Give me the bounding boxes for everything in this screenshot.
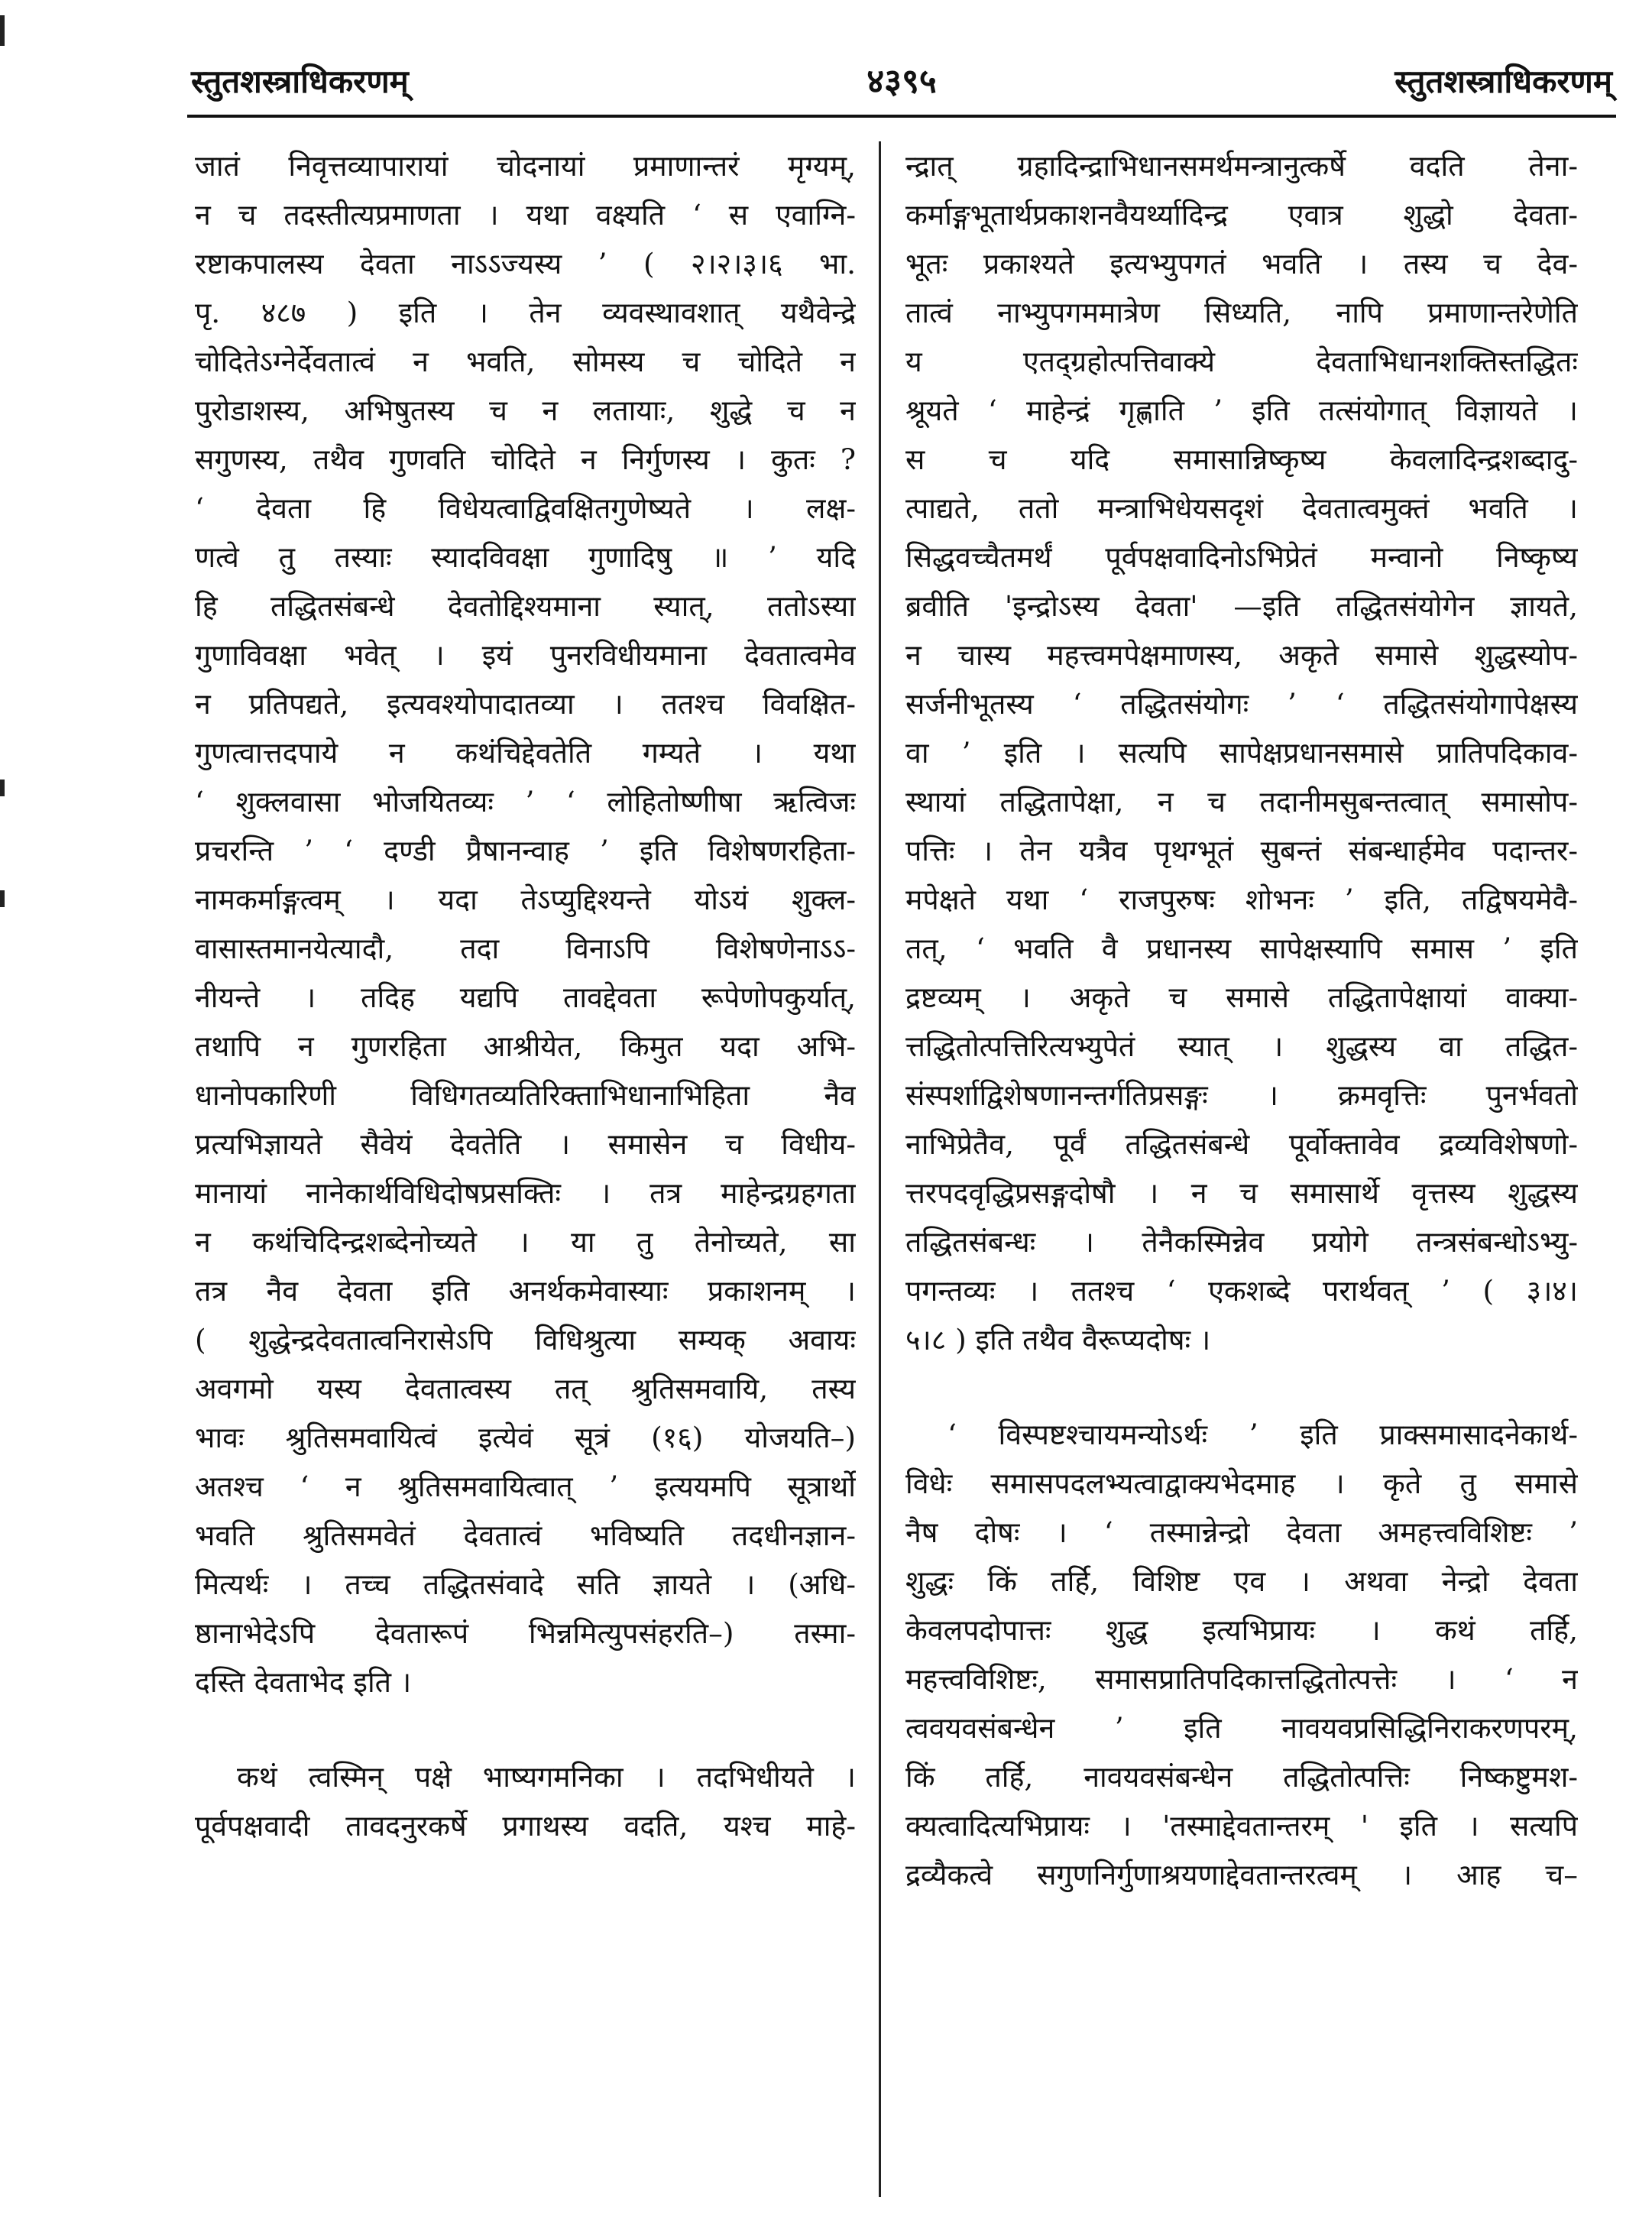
- text-line: किं तर्हि, नावयवसंबन्धेन तद्धितोत्पत्तिः निष्कष्टुमश-: [905, 1760, 1578, 1794]
- text-line: मानायां नानेकार्थविधिदोषप्रसक्तिः । तत्र माहेन्द्रग्रहगता: [195, 1176, 856, 1210]
- text-line: तात्वं नाभ्युपगममात्रेण सिध्यति, नापि प्रमाणान्तरेणेति: [905, 296, 1578, 329]
- text-line: ‘ शुक्लवासा भोजयितव्यः ’ ‘ लोहितोष्णीषा ऋत्विजः: [195, 785, 856, 818]
- text-line: शुद्धः किं तर्हि, विशिष्ट एव । अथवा नेन्द्रो देवता: [905, 1564, 1578, 1598]
- text-line: ष्ठानाभेदेऽपि देवतारूपं भिन्नमित्युपसंहरति–) तस्मा-: [195, 1616, 856, 1650]
- text-line: ‘ देवता हि विधेयत्वाद्विवक्षितगुणेष्यते । लक्ष-: [195, 491, 856, 525]
- text-line: य एतद्ग्रहोत्पत्तिवाक्ये देवताभिधानशक्तिस्तद्धितः: [905, 345, 1578, 378]
- scan-edge-mark: [0, 15, 5, 46]
- header-rule: [187, 115, 1616, 118]
- text-line: ५।८ ) इति तथैव वैरूप्यदोषः ।: [905, 1323, 1211, 1356]
- text-line: भावः श्रुतिसमवायित्वं इत्येवं सूत्रं (१६) योजयति–): [195, 1421, 856, 1454]
- text-line: संस्पर्शाद्विशेषणानन्तर्गतिप्रसङ्गः । क्रमवृत्तिः पुनर्भवतो: [905, 1078, 1578, 1112]
- text-line: न च तदस्तीत्यप्रमाणता । यथा वक्ष्यति ‘ स एवाग्नि-: [195, 198, 856, 232]
- text-line: प्रचरन्ति ’ ‘ दण्डी प्रैषानन्वाह ’ इति विशेषणरहिता-: [195, 834, 856, 867]
- text-line: गुणाविवक्षा भवेत् । इयं पुनरविधीयमाना देवतात्वमेव: [195, 638, 856, 672]
- text-line: न प्रतिपद्यते, इत्यवश्योपादातव्या । ततश्च विवक्षित-: [195, 687, 856, 721]
- text-line: भूतः प्रकाश्यते इत्यभ्युपगतं भवति । तस्य च देव-: [905, 247, 1578, 280]
- text-line: पत्तिः । तेन यत्रैव पृथग्भूतं सुबन्तं संबन्धार्हमेव पदान्तर-: [905, 834, 1578, 867]
- text-line: कथं त्वस्मिन् पक्षे भाष्यगमनिका । तदभिधीयते ।: [237, 1760, 856, 1794]
- page-number: ४३९५: [866, 62, 937, 101]
- text-line: पृ. ४८७ ) इति । तेन व्यवस्थावशात् यथैवेन्द्रे: [195, 296, 856, 329]
- text-line: मपेक्षते यथा ‘ राजपुरुषः शोभनः ’ इति, तद्विषयमेवै-: [905, 883, 1578, 916]
- paragraph-gap: [905, 1364, 1578, 1410]
- text-line: स्थायां तद्धितापेक्षा, न च तदानीमसुबन्तत्वात् समासोप-: [905, 785, 1578, 818]
- text-line: सर्जनीभूतस्य ‘ तद्धितसंयोगः ’ ‘ तद्धितसंयोगापेक्षस्य: [905, 687, 1578, 721]
- text-line: नामकर्माङ्गत्वम् । यदा तेऽप्युद्दिश्यन्ते योऽयं शुक्ल-: [195, 883, 856, 916]
- text-line: ( शुद्धेन्द्रदेवतात्वनिरासेऽपि विधिश्रुत्या सम्यक् अवायः: [195, 1323, 856, 1356]
- text-line: अवगमो यस्य देवतात्वस्य तत् श्रुतिसमवायि, तस्य: [195, 1372, 856, 1405]
- text-line: नैष दोषः । ‘ तस्मान्नेन्द्रो देवता अमहत्त्वविशिष्टः ’: [905, 1515, 1578, 1549]
- text-line: दस्ति देवताभेद इति ।: [195, 1665, 412, 1699]
- text-line: नाभिप्रेतैव, पूर्वं तद्धितसंबन्धे पूर्वोक्तावेव द्रव्यविशेषणो-: [905, 1127, 1578, 1161]
- text-line: तद्धितसंबन्धः । तेनैकस्मिन्नेव प्रयोगे तन्त्रसंबन्धोऽभ्यु-: [905, 1225, 1578, 1259]
- text-line: त्तरपदवृद्धिप्रसङ्गदोषौ । न च समासार्थे वृत्तस्य शुद्धस्य: [905, 1176, 1578, 1210]
- text-line: ‘ विस्पष्टश्चायमन्योऽर्थः ’ इति प्राक्समासादनेकार्थ-: [947, 1418, 1578, 1451]
- left-column: [195, 141, 856, 1850]
- text-line: न्द्रात् ग्रहादिन्द्राभिधानसमर्थमन्त्रानुत्कर्षे वदति तेना-: [905, 149, 1578, 183]
- text-line: केवलपदोपात्तः शुद्ध इत्यभिप्रायः । कथं तर्हि,: [905, 1613, 1578, 1647]
- text-line: प्रत्यभिज्ञायते सैवेयं देवतेति । समासेन च विधीय-: [195, 1127, 856, 1161]
- text-line: तत्र नैव देवता इति अनर्थकमेवास्याः प्रकाशनम् ।: [195, 1274, 856, 1308]
- text-line: णत्वे तु तस्याः स्यादविवक्षा गुणादिषु ॥ ’ यदि: [195, 540, 856, 574]
- right-column: [905, 141, 1578, 1899]
- text-line: त्तद्धितोत्पत्तिरित्यभ्युपेतं स्यात् । शुद्धस्य वा तद्धित-: [905, 1029, 1578, 1063]
- text-line: धानोपकारिणी विधिगतव्यतिरिक्ताभिधानाभिहिता नैव: [195, 1078, 856, 1112]
- text-line: ब्रवीति 'इन्द्रोऽस्य देवता' —इति तद्धितसंयोगेन ज्ञायते,: [905, 589, 1578, 623]
- header-right-title: स्तुतशस्त्राधिकरणम्: [1394, 63, 1612, 100]
- text-line: मित्यर्थः । तच्च तद्धितसंवादे सति ज्ञायते । (अधि-: [195, 1567, 856, 1601]
- header-left-title: स्तुतशस्त्राधिकरणम्: [191, 63, 409, 100]
- text-line: नीयन्ते । तदिह यद्यपि तावद्देवता रूपेणोपकुर्यात्,: [195, 980, 856, 1014]
- text-line: कर्माङ्गभूतार्थप्रकाशनवैयर्थ्यादिन्द्र एवात्र शुद्धो देवता-: [905, 198, 1578, 232]
- text-line: गुणत्वात्तदपाये न कथंचिद्देवतेति गम्यते । यथा: [195, 736, 856, 770]
- text-line: द्रष्टव्यम् । अकृते च समासे तद्धितापेक्षायां वाक्या-: [905, 980, 1578, 1014]
- text-line: वासास्तमानयेत्यादौ, तदा विनाऽपि विशेषणेनाऽऽ-: [195, 932, 856, 965]
- text-line: तथापि न गुणरहिता आश्रीयेत, किमुत यदा अभि-: [195, 1029, 856, 1063]
- scan-edge-mark: [0, 890, 5, 907]
- text-line: विधेः समासपदलभ्यत्वाद्वाक्यभेदमाह । कृते तु समासे: [905, 1467, 1578, 1500]
- text-line: द्रव्यैकत्वे सगुणनिर्गुणाश्रयणाद्देवतान्तरत्वम् । आह च–: [905, 1858, 1578, 1891]
- text-line: पुरोडाशस्य, अभिषुतस्य च न लतायाः, शुद्धे च न: [195, 394, 856, 427]
- page-header: [191, 41, 1612, 102]
- scan-edge-mark: [0, 780, 5, 796]
- text-line: भवति श्रुतिसमवेतं देवतात्वं भविष्यति तदधीनज्ञान-: [195, 1519, 856, 1552]
- text-line: क्यत्वादित्यभिप्रायः । 'तस्माद्देवतान्तरम् ' इति । सत्यपि: [905, 1809, 1578, 1843]
- column-divider: [879, 141, 881, 2197]
- text-line: चोदितेऽग्नेर्देवतात्वं न भवति, सोमस्य च चोदिते न: [195, 345, 856, 378]
- text-line: त्ववयवसंबन्धेन ’ इति नावयवप्रसिद्धिनिराकरणपरम्,: [905, 1711, 1578, 1745]
- text-line: महत्त्वविशिष्टः, समासप्रातिपदिकात्तद्धितोत्पत्तेः । ‘ न: [905, 1662, 1578, 1696]
- text-line: न कथंचिदिन्द्रशब्देनोच्यते । या तु तेनोच्यते, सा: [195, 1225, 856, 1259]
- text-line: पूर्वपक्षवादी तावदनुरकर्षे प्रगाथस्य वदति, यश्च माहे-: [195, 1809, 856, 1843]
- text-line: रष्टाकपालस्य देवता नाऽऽज्यस्य ’ ( २।२।३।६ भा.: [195, 247, 856, 280]
- text-line: सिद्धवच्चैतमर्थं पूर्वपक्षवादिनोऽभिप्रेतं मन्वानो निष्कृष्य: [905, 540, 1578, 574]
- text-line: तत्, ‘ भवति वै प्रधानस्य सापेक्षस्यापि समास ’ इति: [905, 932, 1578, 965]
- text-line: न चास्य महत्त्वमपेक्षमाणस्य, अकृते समासे शुद्धस्योप-: [905, 638, 1578, 672]
- paragraph-gap: [195, 1707, 856, 1752]
- text-line: अतश्च ‘ न श्रुतिसमवायित्वात् ’ इत्ययमपि सूत्रार्थो: [195, 1470, 856, 1503]
- text-line: सगुणस्य, तथैव गुणवति चोदिते न निर्गुणस्य । कुतः ?: [195, 442, 856, 476]
- text-line: जातं निवृत्तव्यापारायां चोदनायां प्रमाणान्तरं मृग्यम्,: [195, 149, 856, 183]
- text-line: स च यदि समासान्निष्कृष्य केवलादिन्द्रशब्दादु-: [905, 442, 1578, 476]
- text-line: हि तद्धितसंबन्धे देवतोद्दिश्यमाना स्यात्, ततोऽस्या: [195, 589, 856, 623]
- text-line: वा ’ इति । सत्यपि सापेक्षप्रधानसमासे प्रातिपदिकाव-: [905, 736, 1578, 770]
- text-line: श्रूयते ‘ माहेन्द्रं गृह्णाति ’ इति तत्संयोगात् विज्ञायते ।: [905, 394, 1578, 427]
- text-line: पगन्तव्यः । ततश्च ‘ एकशब्दे परार्थवत् ’ ( ३।४।: [905, 1274, 1578, 1308]
- text-line: त्पाद्यते, ततो मन्त्राभिधेयसदृशं देवतात्वमुक्तं भवति ।: [905, 491, 1578, 525]
